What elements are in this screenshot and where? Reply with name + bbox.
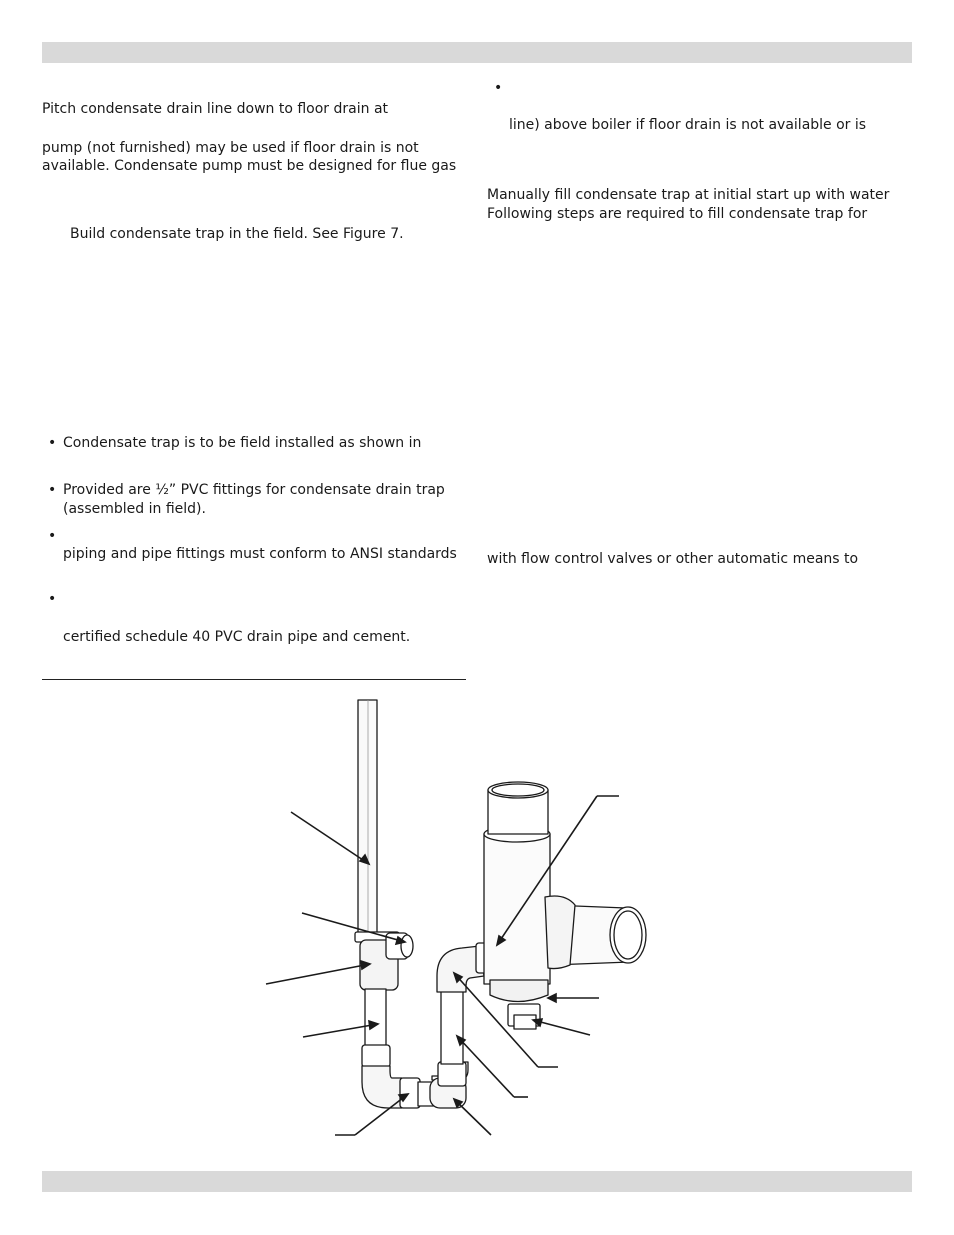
leader-right-elbow xyxy=(454,1099,491,1135)
bullet-dot: • xyxy=(494,80,503,96)
leader-drain-plug xyxy=(533,1019,590,1035)
left-bottom-elbow xyxy=(362,1045,402,1108)
bullet-ansi-standards: piping and pipe fittings must conform to ANSI standards xyxy=(63,546,457,562)
exhaust-pipe xyxy=(545,896,646,969)
bullet-dot: • xyxy=(48,528,57,544)
leader-trap-outlet xyxy=(548,994,599,1002)
boiler-vent-fitting xyxy=(484,782,550,1029)
para-build-trap: Build condensate trap in the field. See Figure 7. xyxy=(70,226,404,242)
para-pitch-drain: Pitch condensate drain line down to floor drain at xyxy=(42,101,389,117)
bullet-pvc-cement: certified schedule 40 PVC drain pipe and cement. xyxy=(63,629,411,645)
para-fill-steps: Following steps are required to fill condensate trap for xyxy=(487,206,868,222)
para-pump-line-1: pump (not furnished) may be used if floor drain is not xyxy=(42,140,419,156)
bottom-horizontal-pipe xyxy=(400,1078,434,1108)
para-flow-control: with flow control valves or other automatic means to xyxy=(487,551,859,567)
leader-tee xyxy=(266,961,370,984)
para-manual-fill: Manually fill condensate trap at initial start up with water xyxy=(487,187,890,203)
bullet-fittings-line-1: Provided are ½” PVC fittings for condensate drain trap xyxy=(63,482,445,498)
bullet-fittings-line-2: (assembled in field). xyxy=(63,501,206,517)
bullet-dot: • xyxy=(48,435,57,451)
para-above-boiler: line) above boiler if floor drain is not available or is xyxy=(509,117,867,133)
leader-vent-pipe xyxy=(291,812,369,864)
right-bottom-elbow xyxy=(430,1062,468,1108)
right-trap-pipe xyxy=(441,990,463,1064)
bullet-dot: • xyxy=(48,591,57,607)
para-pump-line-2: available. Condensate pump must be designed for flue gas xyxy=(42,158,457,174)
vertical-drain-pipe xyxy=(358,700,377,935)
left-trap-pipe xyxy=(365,989,386,1047)
bullet-dot: • xyxy=(48,482,57,498)
bullet-trap-installed: Condensate trap is to be field installed as shown in xyxy=(63,435,422,451)
